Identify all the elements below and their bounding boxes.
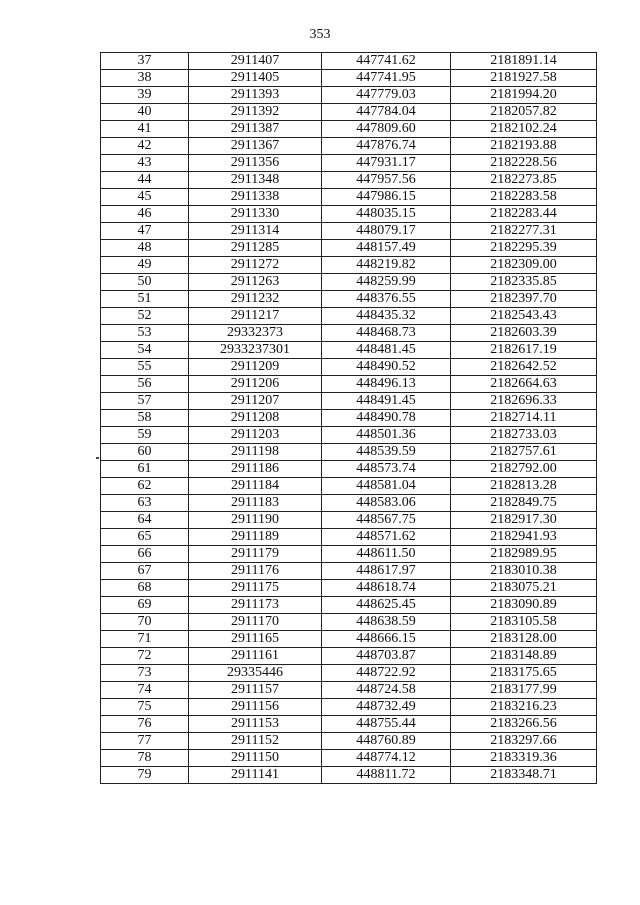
row-index-cell: 55 <box>101 359 189 376</box>
x-coordinate-cell: 447741.95 <box>322 70 451 87</box>
point-id-cell: 2911183 <box>189 495 322 512</box>
y-coordinate-cell: 2182792.00 <box>451 461 597 478</box>
point-id-cell: 2911153 <box>189 716 322 733</box>
point-id-cell: 2911407 <box>189 53 322 70</box>
y-coordinate-cell: 2182193.88 <box>451 138 597 155</box>
row-index-cell: 61 <box>101 461 189 478</box>
point-id-cell: 2911156 <box>189 699 322 716</box>
y-coordinate-cell: 2182273.85 <box>451 172 597 189</box>
x-coordinate-cell: 448722.92 <box>322 665 451 682</box>
point-id-cell: 2911285 <box>189 240 322 257</box>
y-coordinate-cell: 2182603.39 <box>451 325 597 342</box>
point-id-cell: 2911338 <box>189 189 322 206</box>
point-id-cell: 2911186 <box>189 461 322 478</box>
x-coordinate-cell: 448490.78 <box>322 410 451 427</box>
row-index-cell: 53 <box>101 325 189 342</box>
x-coordinate-cell: 448724.58 <box>322 682 451 699</box>
x-coordinate-cell: 448376.55 <box>322 291 451 308</box>
row-index-cell: 42 <box>101 138 189 155</box>
row-index-cell: 72 <box>101 648 189 665</box>
row-index-cell: 51 <box>101 291 189 308</box>
table-row <box>101 648 597 665</box>
x-coordinate-cell: 447784.04 <box>322 104 451 121</box>
point-id-cell: 29332373 <box>189 325 322 342</box>
point-id-cell: 2911209 <box>189 359 322 376</box>
row-index-cell: 44 <box>101 172 189 189</box>
point-id-cell: 2911170 <box>189 614 322 631</box>
table-row <box>101 189 597 206</box>
x-coordinate-cell: 448666.15 <box>322 631 451 648</box>
x-coordinate-cell: 448079.17 <box>322 223 451 240</box>
row-index-cell: 68 <box>101 580 189 597</box>
table-row <box>101 580 597 597</box>
point-id-cell: 2911179 <box>189 546 322 563</box>
point-id-cell: 2911173 <box>189 597 322 614</box>
x-coordinate-cell: 448491.45 <box>322 393 451 410</box>
coordinates-table <box>100 52 597 784</box>
x-coordinate-cell: 448755.44 <box>322 716 451 733</box>
table-row <box>101 733 597 750</box>
x-coordinate-cell: 447779.03 <box>322 87 451 104</box>
row-index-cell: 58 <box>101 410 189 427</box>
y-coordinate-cell: 2182397.70 <box>451 291 597 308</box>
y-coordinate-cell: 2182917.30 <box>451 512 597 529</box>
table-row <box>101 597 597 614</box>
row-index-cell: 77 <box>101 733 189 750</box>
table-row <box>101 155 597 172</box>
y-coordinate-cell: 2183148.89 <box>451 648 597 665</box>
y-coordinate-cell: 2182733.03 <box>451 427 597 444</box>
x-coordinate-cell: 448703.87 <box>322 648 451 665</box>
row-index-cell: 49 <box>101 257 189 274</box>
point-id-cell: 2911150 <box>189 750 322 767</box>
x-coordinate-cell: 448468.73 <box>322 325 451 342</box>
y-coordinate-cell: 2183319.36 <box>451 750 597 767</box>
y-coordinate-cell: 2183105.58 <box>451 614 597 631</box>
point-id-cell: 2911405 <box>189 70 322 87</box>
y-coordinate-cell: 2183216.23 <box>451 699 597 716</box>
row-index-cell: 79 <box>101 767 189 784</box>
y-coordinate-cell: 2182757.61 <box>451 444 597 461</box>
y-coordinate-cell: 2182849.75 <box>451 495 597 512</box>
x-coordinate-cell: 448259.99 <box>322 274 451 291</box>
y-coordinate-cell: 2182664.63 <box>451 376 597 393</box>
x-coordinate-cell: 448625.45 <box>322 597 451 614</box>
table-row <box>101 138 597 155</box>
table-row <box>101 104 597 121</box>
page-number: 353 <box>309 27 331 42</box>
point-id-cell: 2911356 <box>189 155 322 172</box>
x-coordinate-cell: 448157.49 <box>322 240 451 257</box>
point-id-cell: 2911272 <box>189 257 322 274</box>
table-row <box>101 512 597 529</box>
y-coordinate-cell: 2183177.99 <box>451 682 597 699</box>
y-coordinate-cell: 2183348.71 <box>451 767 597 784</box>
point-id-cell: 2911217 <box>189 308 322 325</box>
table-row <box>101 342 597 359</box>
point-id-cell: 2911165 <box>189 631 322 648</box>
table-row <box>101 53 597 70</box>
row-index-cell: 41 <box>101 121 189 138</box>
point-id-cell: 29335446 <box>189 665 322 682</box>
point-id-cell: 2911263 <box>189 274 322 291</box>
table-row <box>101 699 597 716</box>
x-coordinate-cell: 448617.97 <box>322 563 451 580</box>
row-index-cell: 59 <box>101 427 189 444</box>
table-row <box>101 478 597 495</box>
table-row <box>101 325 597 342</box>
table-row <box>101 206 597 223</box>
x-coordinate-cell: 448435.32 <box>322 308 451 325</box>
table-row <box>101 291 597 308</box>
y-coordinate-cell: 2182335.85 <box>451 274 597 291</box>
point-id-cell: 2911367 <box>189 138 322 155</box>
y-coordinate-cell: 2183075.21 <box>451 580 597 597</box>
y-coordinate-cell: 2182543.43 <box>451 308 597 325</box>
y-coordinate-cell: 2181927.58 <box>451 70 597 87</box>
y-coordinate-cell: 2182813.28 <box>451 478 597 495</box>
point-id-cell: 2911198 <box>189 444 322 461</box>
point-id-cell: 2911152 <box>189 733 322 750</box>
table-row <box>101 631 597 648</box>
x-coordinate-cell: 448618.74 <box>322 580 451 597</box>
point-id-cell: 2911314 <box>189 223 322 240</box>
row-index-cell: 56 <box>101 376 189 393</box>
row-index-cell: 70 <box>101 614 189 631</box>
x-coordinate-cell: 448539.59 <box>322 444 451 461</box>
point-id-cell: 2911184 <box>189 478 322 495</box>
x-coordinate-cell: 448481.45 <box>322 342 451 359</box>
y-coordinate-cell: 2182283.58 <box>451 189 597 206</box>
x-coordinate-cell: 448774.12 <box>322 750 451 767</box>
x-coordinate-cell: 448501.36 <box>322 427 451 444</box>
x-coordinate-cell: 448219.82 <box>322 257 451 274</box>
table-row <box>101 427 597 444</box>
table-row <box>101 257 597 274</box>
table-row <box>101 121 597 138</box>
point-id-cell: 2911141 <box>189 767 322 784</box>
y-coordinate-cell: 2183128.00 <box>451 631 597 648</box>
table-row <box>101 750 597 767</box>
y-coordinate-cell: 2182277.31 <box>451 223 597 240</box>
row-index-cell: 38 <box>101 70 189 87</box>
row-index-cell: 60 <box>101 444 189 461</box>
y-coordinate-cell: 2182295.39 <box>451 240 597 257</box>
table-row <box>101 410 597 427</box>
row-index-cell: 37 <box>101 53 189 70</box>
point-id-cell: 2911175 <box>189 580 322 597</box>
point-id-cell: 2911189 <box>189 529 322 546</box>
row-index-cell: 45 <box>101 189 189 206</box>
row-index-cell: 74 <box>101 682 189 699</box>
table-row <box>101 444 597 461</box>
row-index-cell: 62 <box>101 478 189 495</box>
y-coordinate-cell: 2183090.89 <box>451 597 597 614</box>
row-index-cell: 40 <box>101 104 189 121</box>
point-id-cell: 2933237301 <box>189 342 322 359</box>
y-coordinate-cell: 2183266.56 <box>451 716 597 733</box>
y-coordinate-cell: 2181994.20 <box>451 87 597 104</box>
row-index-cell: 54 <box>101 342 189 359</box>
x-coordinate-cell: 448638.59 <box>322 614 451 631</box>
y-coordinate-cell: 2182989.95 <box>451 546 597 563</box>
row-index-cell: 73 <box>101 665 189 682</box>
row-index-cell: 47 <box>101 223 189 240</box>
table-row <box>101 529 597 546</box>
x-coordinate-cell: 447809.60 <box>322 121 451 138</box>
point-id-cell: 2911393 <box>189 87 322 104</box>
row-index-cell: 64 <box>101 512 189 529</box>
x-coordinate-cell: 448583.06 <box>322 495 451 512</box>
row-index-cell: 63 <box>101 495 189 512</box>
row-index-cell: 75 <box>101 699 189 716</box>
row-index-cell: 57 <box>101 393 189 410</box>
margin-mark <box>96 457 99 459</box>
point-id-cell: 2911208 <box>189 410 322 427</box>
x-coordinate-cell: 448571.62 <box>322 529 451 546</box>
row-index-cell: 71 <box>101 631 189 648</box>
point-id-cell: 2911206 <box>189 376 322 393</box>
x-coordinate-cell: 447957.56 <box>322 172 451 189</box>
row-index-cell: 43 <box>101 155 189 172</box>
row-index-cell: 48 <box>101 240 189 257</box>
y-coordinate-cell: 2181891.14 <box>451 53 597 70</box>
table-row <box>101 461 597 478</box>
point-id-cell: 2911330 <box>189 206 322 223</box>
point-id-cell: 2911348 <box>189 172 322 189</box>
point-id-cell: 2911207 <box>189 393 322 410</box>
point-id-cell: 2911232 <box>189 291 322 308</box>
row-index-cell: 65 <box>101 529 189 546</box>
point-id-cell: 2911176 <box>189 563 322 580</box>
x-coordinate-cell: 448035.15 <box>322 206 451 223</box>
x-coordinate-cell: 448811.72 <box>322 767 451 784</box>
x-coordinate-cell: 448732.49 <box>322 699 451 716</box>
y-coordinate-cell: 2182228.56 <box>451 155 597 172</box>
table-row <box>101 716 597 733</box>
y-coordinate-cell: 2182309.00 <box>451 257 597 274</box>
x-coordinate-cell: 448490.52 <box>322 359 451 376</box>
table-row <box>101 223 597 240</box>
y-coordinate-cell: 2182714.11 <box>451 410 597 427</box>
y-coordinate-cell: 2182617.19 <box>451 342 597 359</box>
row-index-cell: 50 <box>101 274 189 291</box>
table-row <box>101 393 597 410</box>
table-row <box>101 546 597 563</box>
row-index-cell: 69 <box>101 597 189 614</box>
x-coordinate-cell: 448573.74 <box>322 461 451 478</box>
x-coordinate-cell: 447876.74 <box>322 138 451 155</box>
x-coordinate-cell: 447986.15 <box>322 189 451 206</box>
x-coordinate-cell: 448611.50 <box>322 546 451 563</box>
x-coordinate-cell: 448567.75 <box>322 512 451 529</box>
table-row <box>101 274 597 291</box>
table-row <box>101 240 597 257</box>
point-id-cell: 2911387 <box>189 121 322 138</box>
y-coordinate-cell: 2182696.33 <box>451 393 597 410</box>
table-row <box>101 87 597 104</box>
table-row <box>101 495 597 512</box>
row-index-cell: 46 <box>101 206 189 223</box>
table-row <box>101 614 597 631</box>
y-coordinate-cell: 2183297.66 <box>451 733 597 750</box>
x-coordinate-cell: 447741.62 <box>322 53 451 70</box>
table-row <box>101 172 597 189</box>
x-coordinate-cell: 448760.89 <box>322 733 451 750</box>
y-coordinate-cell: 2182057.82 <box>451 104 597 121</box>
point-id-cell: 2911203 <box>189 427 322 444</box>
point-id-cell: 2911392 <box>189 104 322 121</box>
y-coordinate-cell: 2182941.93 <box>451 529 597 546</box>
table-row <box>101 359 597 376</box>
table-row <box>101 665 597 682</box>
row-index-cell: 76 <box>101 716 189 733</box>
y-coordinate-cell: 2183010.38 <box>451 563 597 580</box>
table-row <box>101 682 597 699</box>
table-row <box>101 376 597 393</box>
row-index-cell: 52 <box>101 308 189 325</box>
x-coordinate-cell: 448496.13 <box>322 376 451 393</box>
y-coordinate-cell: 2182283.44 <box>451 206 597 223</box>
coordinates-table-body <box>101 53 597 784</box>
x-coordinate-cell: 447931.17 <box>322 155 451 172</box>
table-row <box>101 308 597 325</box>
y-coordinate-cell: 2182102.24 <box>451 121 597 138</box>
row-index-cell: 66 <box>101 546 189 563</box>
y-coordinate-cell: 2182642.52 <box>451 359 597 376</box>
y-coordinate-cell: 2183175.65 <box>451 665 597 682</box>
point-id-cell: 2911157 <box>189 682 322 699</box>
point-id-cell: 2911190 <box>189 512 322 529</box>
row-index-cell: 67 <box>101 563 189 580</box>
row-index-cell: 39 <box>101 87 189 104</box>
row-index-cell: 78 <box>101 750 189 767</box>
table-row <box>101 563 597 580</box>
table-row <box>101 70 597 87</box>
x-coordinate-cell: 448581.04 <box>322 478 451 495</box>
point-id-cell: 2911161 <box>189 648 322 665</box>
table-row <box>101 767 597 784</box>
